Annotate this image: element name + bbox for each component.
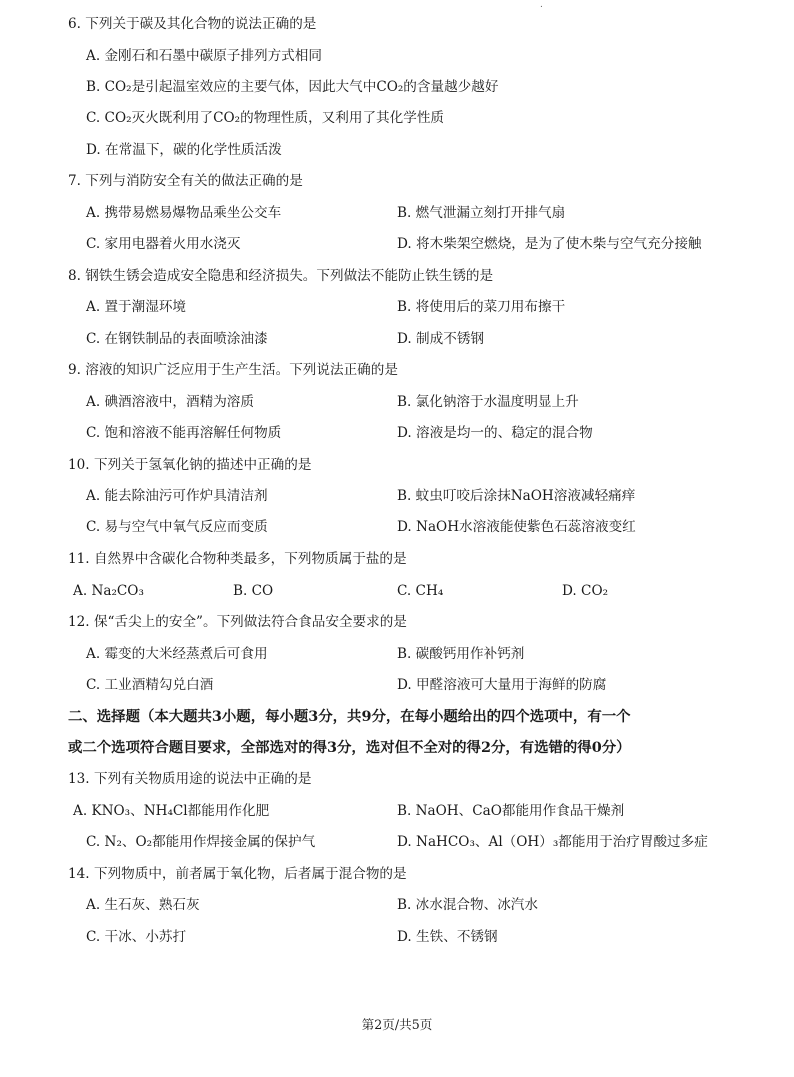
- question-12-option-d: D. 甲醛溶液可大量用于海鲜的防腐: [397, 677, 607, 693]
- question-6-stem: 6. 下列关于碳及其化合物的说法正确的是: [68, 16, 317, 32]
- question-6-option-b: B. CO₂是引起温室效应的主要气体，因此大气中CO₂的含量越少越好: [86, 79, 499, 95]
- question-7-option-c: C. 家用电器着火用水浇灭: [86, 236, 241, 252]
- question-6-option-d: D. 在常温下，碳的化学性质活泼: [86, 142, 282, 158]
- question-6-option-c: C. CO₂灭火既利用了CO₂的物理性质，又利用了其化学性质: [86, 110, 445, 126]
- question-12-option-c: C. 工业酒精勾兑白酒: [86, 677, 214, 693]
- question-14-option-b: B. 冰水混合物、冰汽水: [397, 897, 538, 913]
- question-11-option-d: D. CO₂: [562, 583, 609, 599]
- question-9-option-a: A. 碘酒溶液中，酒精为溶质: [86, 394, 254, 410]
- section-2-heading-line-1: 二、选择题（本大题共3小题，每小题3分，共9分，在每小题给出的四个选项中，有一个: [68, 708, 631, 725]
- question-12-stem: 12. 保“舌尖上的安全”。下列做法符合食品安全要求的是: [68, 614, 407, 630]
- question-13-option-b: B. NaOH、CaO都能用作食品干燥剂: [397, 803, 625, 819]
- question-6-option-a: A. 金刚石和石墨中碳原子排列方式相同: [86, 48, 322, 64]
- question-7-option-b: B. 燃气泄漏立刻打开排气扇: [397, 205, 566, 221]
- question-7-stem: 7. 下列与消防安全有关的做法正确的是: [68, 173, 303, 189]
- question-10-option-b: B. 蚊虫叮咬后涂抹NaOH溶液减轻痛痒: [397, 488, 636, 504]
- question-13-option-c: C. N₂、O₂都能用作焊接金属的保护气: [86, 834, 316, 850]
- question-7-option-a: A. 携带易燃易爆物品乘坐公交车: [86, 205, 282, 221]
- question-10-stem: 10. 下列关于氢氧化钠的描述中正确的是: [68, 457, 312, 473]
- question-8-option-d: D. 制成不锈钢: [397, 331, 485, 347]
- section-2-heading-line-2: 或二个选项符合题目要求，全部选对的得3分，选对但不全对的得2分，有选错的得0分）: [68, 739, 631, 756]
- question-9-option-d: D. 溶液是均一的、稳定的混合物: [397, 425, 593, 441]
- question-11-option-c: C. CH₄: [397, 583, 444, 599]
- question-13-option-d: D. NaHCO₃、Al（OH）₃都能用于治疗胃酸过多症: [397, 834, 708, 850]
- question-14-stem: 14. 下列物质中，前者属于氧化物，后者属于混合物的是: [68, 866, 407, 882]
- question-13-option-a: A. KNO₃、NH₄Cl都能用作化肥: [73, 803, 270, 819]
- question-10-option-d: D. NaOH水溶液能使紫色石蕊溶液变红: [397, 519, 636, 535]
- question-8-stem: 8. 钢铁生锈会造成安全隐患和经济损失。下列做法不能防止铁生锈的是: [68, 268, 494, 284]
- question-14-option-d: D. 生铁、不锈钢: [397, 929, 498, 945]
- question-8-option-c: C. 在钢铁制品的表面喷涂油漆: [86, 331, 268, 347]
- question-13-stem: 13. 下列有关物质用途的说法中正确的是: [68, 771, 312, 787]
- question-14-option-a: A. 生石灰、熟石灰: [86, 897, 200, 913]
- scan-mark: .: [540, 0, 543, 10]
- question-11-stem: 11. 自然界中含碳化合物种类最多，下列物质属于盐的是: [68, 551, 407, 567]
- question-12-option-b: B. 碳酸钙用作补钙剂: [397, 646, 525, 662]
- page-number: 第2页/共5页: [361, 1017, 433, 1032]
- question-8-option-a: A. 置于潮湿环境: [86, 299, 187, 315]
- question-9-option-c: C. 饱和溶液不能再溶解任何物质: [86, 425, 282, 441]
- question-14-option-c: C. 干冰、小苏打: [86, 929, 187, 945]
- question-9-stem: 9. 溶液的知识广泛应用于生产生活。下列说法正确的是: [68, 362, 398, 378]
- question-10-option-a: A. 能去除油污可作炉具清洁剂: [86, 488, 268, 504]
- question-8-option-b: B. 将使用后的菜刀用布擦干: [397, 299, 566, 315]
- question-10-option-c: C. 易与空气中氧气反应而变质: [86, 519, 268, 535]
- question-11-option-b: B. CO: [233, 583, 274, 599]
- question-11-option-a: A. Na₂CO₃: [73, 583, 144, 599]
- question-9-option-b: B. 氯化钠溶于水温度明显上升: [397, 394, 579, 410]
- question-7-option-d: D. 将木柴架空燃烧，是为了使木柴与空气充分接触: [397, 236, 702, 252]
- question-12-option-a: A. 霉变的大米经蒸煮后可食用: [86, 646, 268, 662]
